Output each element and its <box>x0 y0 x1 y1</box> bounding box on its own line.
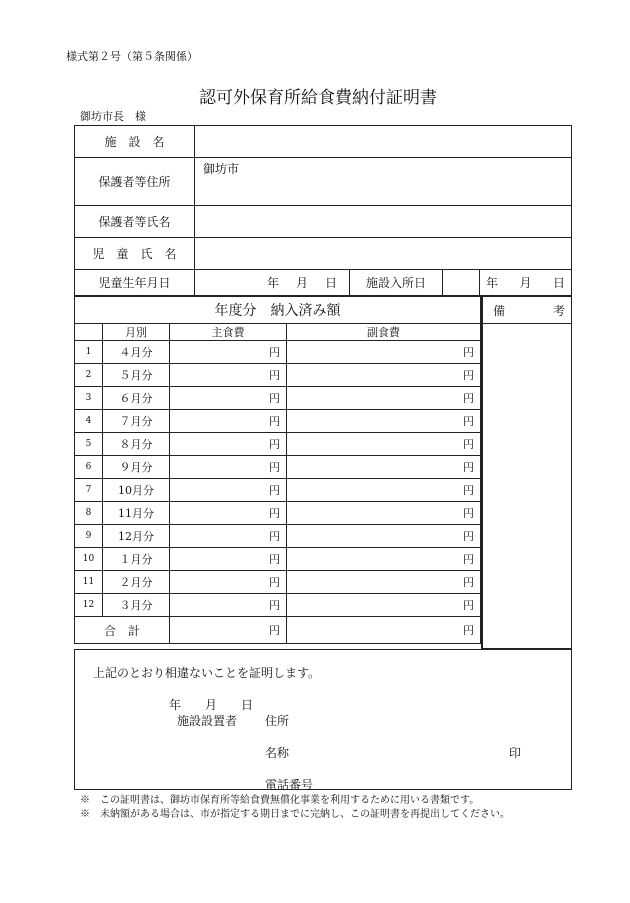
row-number: 6 <box>75 456 103 479</box>
installer-name-label: 名称 <box>265 746 290 760</box>
total-main-field[interactable]: 円 <box>170 617 287 644</box>
child-name-field[interactable] <box>195 238 572 270</box>
sub-fee-field[interactable]: 円 <box>287 525 481 548</box>
certification-box <box>74 649 572 790</box>
remarks-label-2: 考 <box>552 303 565 318</box>
date-line: 年 月 日 <box>169 698 254 712</box>
row-month: 10月分 <box>103 479 170 502</box>
row-month: 12月分 <box>103 525 170 548</box>
total-label: 合 計 <box>75 617 170 644</box>
main-fee-field[interactable]: 円 <box>170 456 287 479</box>
sub-fee-field[interactable]: 円 <box>287 456 481 479</box>
main-fee-field[interactable]: 円 <box>170 410 287 433</box>
remarks-header <box>483 297 571 324</box>
row-number: 1 <box>75 341 103 364</box>
month-label: 月 <box>519 276 532 290</box>
guardian-name-label: 保護者等氏名 <box>75 206 195 238</box>
row-number: 10 <box>75 548 103 571</box>
main-fee-field[interactable]: 円 <box>170 387 287 410</box>
main-fee-field[interactable]: 円 <box>170 341 287 364</box>
row-month: ９月分 <box>103 456 170 479</box>
col-sub-header: 副食費 <box>287 324 481 341</box>
note-1: ※ この証明書は、御坊市保育所等給食費無償化事業を利用するために用いる書類です。 <box>80 795 480 806</box>
remarks-box[interactable] <box>481 296 572 649</box>
row-number: 11 <box>75 571 103 594</box>
payment-header: 年度分 納入済み額 <box>75 297 481 324</box>
row-month: ５月分 <box>103 364 170 387</box>
child-birth-field[interactable] <box>195 270 350 296</box>
year-label: 年 <box>486 276 499 290</box>
payment-row <box>75 548 481 571</box>
main-fee-field[interactable]: 円 <box>170 502 287 525</box>
day-label: 日 <box>324 276 337 290</box>
day-label: 日 <box>552 276 565 290</box>
payment-row <box>75 410 481 433</box>
remarks-label-1: 備 <box>493 303 506 318</box>
col-num-header <box>75 324 103 341</box>
sub-fee-field[interactable]: 円 <box>287 479 481 502</box>
payment-row <box>75 341 481 364</box>
phone-label: 電話番号 <box>265 778 314 792</box>
sub-fee-field[interactable]: 円 <box>287 364 481 387</box>
payment-row <box>75 594 481 617</box>
entry-label: 施設入所日 <box>350 270 443 296</box>
row-number: 3 <box>75 387 103 410</box>
row-month: ３月分 <box>103 594 170 617</box>
year-label: 年 <box>267 276 280 290</box>
child-name-label: 児 童 氏 名 <box>75 238 195 270</box>
row-month: ７月分 <box>103 410 170 433</box>
row-number: 4 <box>75 410 103 433</box>
sub-fee-field[interactable]: 円 <box>287 341 481 364</box>
sub-fee-field[interactable]: 円 <box>287 410 481 433</box>
payment-row <box>75 387 481 410</box>
row-month: ４月分 <box>103 341 170 364</box>
row-month: ２月分 <box>103 571 170 594</box>
seal-label: 印 <box>509 746 522 760</box>
payment-row <box>75 456 481 479</box>
main-fee-field[interactable]: 円 <box>170 433 287 456</box>
row-number: 8 <box>75 502 103 525</box>
applicant-info-table <box>74 125 572 296</box>
sub-fee-field[interactable]: 円 <box>287 433 481 456</box>
sub-fee-field[interactable]: 円 <box>287 387 481 410</box>
row-number: 12 <box>75 594 103 617</box>
sub-fee-field[interactable]: 円 <box>287 548 481 571</box>
sub-fee-field[interactable]: 円 <box>287 571 481 594</box>
payment-row <box>75 525 481 548</box>
guardian-address-label: 保護者等住所 <box>75 158 195 206</box>
row-month: 11月分 <box>103 502 170 525</box>
total-sub-field[interactable]: 円 <box>287 617 481 644</box>
col-month-header: 月別 <box>103 324 170 341</box>
row-number: 9 <box>75 525 103 548</box>
col-main-header: 主食費 <box>170 324 287 341</box>
guardian-address-field[interactable]: 御坊市 <box>195 158 572 206</box>
main-fee-field[interactable]: 円 <box>170 548 287 571</box>
sub-fee-field[interactable]: 円 <box>287 594 481 617</box>
sub-fee-field[interactable]: 円 <box>287 502 481 525</box>
installer-address-label: 住所 <box>265 714 290 728</box>
main-fee-field[interactable]: 円 <box>170 479 287 502</box>
row-number: 2 <box>75 364 103 387</box>
payment-row <box>75 479 481 502</box>
installer-label: 施設設置者 <box>177 714 238 728</box>
main-fee-field[interactable]: 円 <box>170 594 287 617</box>
note-2: ※ 未納額がある場合は、市が指定する期日までに完納し、この証明書を再提出してください。 <box>80 809 510 820</box>
entry-date-field[interactable] <box>480 270 572 296</box>
payment-row <box>75 502 481 525</box>
month-label: 月 <box>295 276 308 290</box>
child-birth-label: 児童生年月日 <box>75 270 195 296</box>
facility-name-label: 施 設 名 <box>75 126 195 158</box>
main-fee-field[interactable]: 円 <box>170 525 287 548</box>
row-month: １月分 <box>103 548 170 571</box>
row-number: 5 <box>75 433 103 456</box>
certification-statement: 上記のとおり相違ないことを証明します。 <box>93 666 321 680</box>
page-title: 認可外保育所給食費納付証明書 <box>199 88 437 108</box>
payment-row <box>75 571 481 594</box>
guardian-name-field[interactable] <box>195 206 572 238</box>
addressee: 御坊市長 様 <box>80 110 146 123</box>
entry-spacer <box>443 270 480 296</box>
main-fee-field[interactable]: 円 <box>170 364 287 387</box>
row-month: ６月分 <box>103 387 170 410</box>
form-number: 様式第２号（第５条関係） <box>66 50 198 63</box>
facility-name-field[interactable] <box>195 126 572 158</box>
main-fee-field[interactable]: 円 <box>170 571 287 594</box>
payment-row <box>75 364 481 387</box>
payment-table <box>74 296 481 644</box>
row-month: ８月分 <box>103 433 170 456</box>
row-number: 7 <box>75 479 103 502</box>
payment-row <box>75 433 481 456</box>
